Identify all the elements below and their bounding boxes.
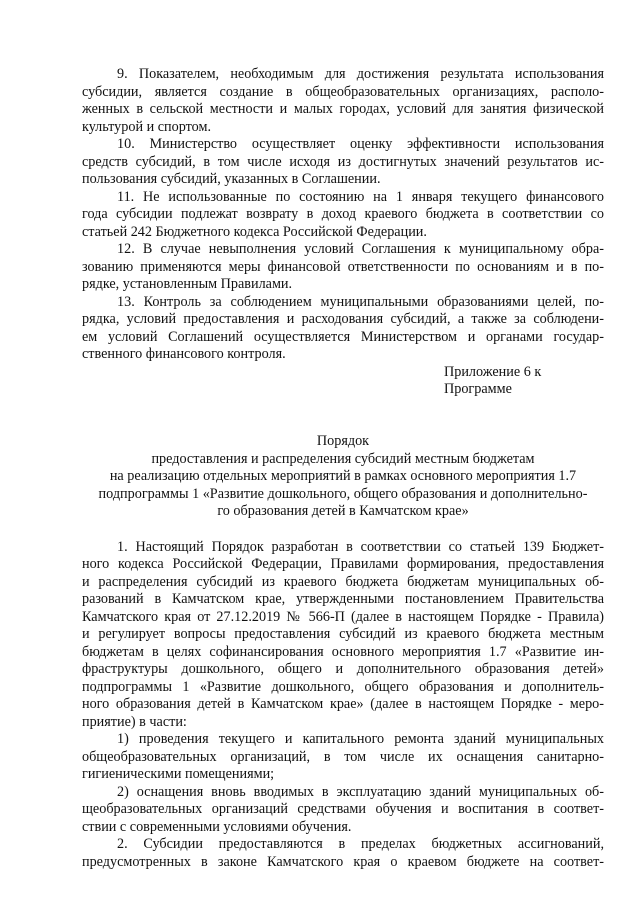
item-2-line-2: щеобразовательных организаций средствами обучения и воспитания в соответ- [82, 801, 604, 817]
appendix-program: Программе [444, 381, 512, 397]
heading-line-2: на реализацию отдельных мероприятий в рамках основного мероприятия 1.7 [109, 468, 577, 484]
paragraph-13-line-2: рядка, условий предоставления и расходования субсидий, а также за соблюдени- [82, 311, 604, 327]
item-2-line-1: 2) оснащения вновь вводимых в эксплуатацию зданий муниципальных об- [117, 784, 604, 800]
paragraph-11-line-3: статьей 242 Бюджетного кодекса Российской Федерации. [82, 224, 427, 240]
section-1-line-1: 1. Настоящий Порядок разработан в соответствии со статьей 139 Бюджет- [117, 539, 604, 555]
heading-title: Порядок [316, 433, 370, 449]
appendix-label: Приложение 6 к [444, 364, 542, 380]
item-2-line-3: ствии с современными условиями обучения. [82, 819, 352, 835]
section-1-line-5: Камчатского края от 27.12.2019 № 566-П (далее в настоящем Порядке - Правила) [82, 609, 604, 625]
section-1-line-8: фраструктуры дошкольного, общего и дополнительного образования детей» [82, 661, 604, 677]
paragraph-10-line-3: пользования субсидий, указанных в Соглашении. [82, 171, 381, 187]
paragraph-9-line-2: субсидии, является создание в общеобразовательных организациях, располо- [82, 84, 604, 100]
paragraph-10-line-2: средств субсидий, в том числе исходя из достигнутых значений результатов ис- [82, 154, 604, 170]
section-2-line-2: предусмотренных в законе Камчатского края о краевом бюджете на соответ- [82, 854, 604, 870]
paragraph-12-line-2: зованию применяются меры финансовой ответственности по основаниям и в по- [82, 259, 604, 275]
paragraph-13-line-4: ственного финансового контроля. [82, 346, 286, 362]
section-1-line-2: ного кодекса Российской Федерации, Правилами формирования, предоставления [82, 556, 604, 572]
heading-line-4: го образования детей в Камчатском крае» [217, 503, 469, 519]
section-1-line-7: бюджетам в целях софинансирования основного мероприятия 1.7 «Развитие ин- [82, 644, 604, 660]
section-2-line-1: 2. Субсидии предоставляются в пределах бюджетных ассигнований, [117, 836, 604, 852]
heading-line-3: подпрограммы 1 «Развитие дошкольного, общего образования и дополнительно- [98, 486, 588, 502]
paragraph-9-line-4: культурой и спортом. [82, 119, 211, 135]
section-1-line-3: и распределения субсидий из краевого бюджета бюджетам муниципальных об- [82, 574, 604, 590]
paragraph-11-line-1: 11. Не использованные по состоянию на 1 января текущего финансового [117, 189, 604, 205]
heading-line-1: предоставления и распределения субсидий местным бюджетам [151, 451, 535, 467]
paragraph-9-line-1: 9. Показателем, необходимым для достижения результата использования [117, 66, 604, 82]
paragraph-13-line-3: ем условий Соглашений осуществляется Министерством и органами государ- [82, 329, 604, 345]
item-1-line-2: общеобразовательных организаций, в том числе их оснащения санитарно- [82, 749, 604, 765]
paragraph-9-line-3: женных в сельской местности и малых городах, условий для занятия физической [82, 101, 604, 117]
paragraph-12-line-1: 12. В случае невыполнения условий Соглашения к муниципальному обра- [117, 241, 604, 257]
paragraph-10-line-1: 10. Министерство осуществляет оценку эффективности использования [117, 136, 604, 152]
paragraph-11-line-2: года субсидии подлежат возврату в доход краевого бюджета в соответствии со [82, 206, 604, 222]
section-1-line-9: подпрограммы 1 «Развитие дошкольного, общего образования и дополнитель- [82, 679, 604, 695]
paragraph-13-line-1: 13. Контроль за соблюдением муниципальными образованиями целей, по- [117, 294, 604, 310]
item-1-line-1: 1) проведения текущего и капитального ремонта зданий муниципальных [117, 731, 604, 747]
section-1-line-10: ного образования детей в Камчатском крае» (далее в настоящем Порядке - меро- [82, 696, 604, 712]
item-1-line-3: гигиеническими помещениями; [82, 766, 275, 782]
section-1-line-6: и регулирует вопросы предоставления субсидий из краевого бюджета местным [82, 626, 604, 642]
section-1-line-4: разований в Камчатском крае, утвержденными постановлением Правительства [82, 591, 604, 607]
paragraph-12-line-3: рядке, установленным Правилами. [82, 276, 293, 292]
section-1-line-11: приятие) в части: [82, 714, 187, 730]
